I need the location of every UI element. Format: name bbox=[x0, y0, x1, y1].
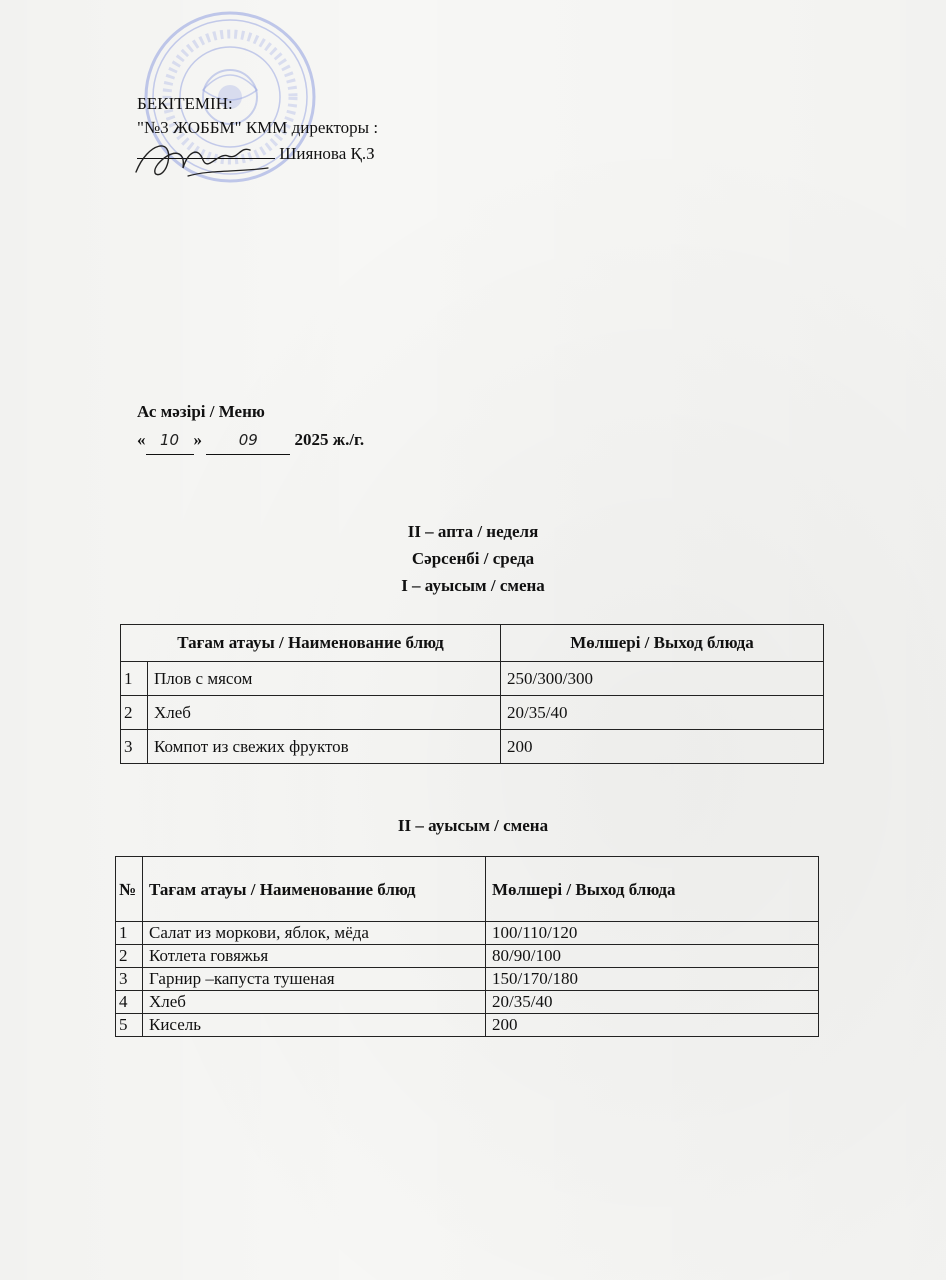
dish-amount: 250/300/300 bbox=[501, 662, 824, 696]
shift1-label: I – ауысым / смена bbox=[401, 576, 545, 595]
table-row bbox=[116, 1014, 819, 1037]
date-open-quote: « bbox=[137, 430, 146, 449]
row-number: 2 bbox=[121, 696, 148, 730]
menu-title: Ас мәзірі / Меню bbox=[137, 402, 265, 421]
shift2-label: II – ауысым / смена bbox=[397, 816, 549, 835]
date-month: 09 bbox=[206, 426, 290, 455]
table-row bbox=[121, 696, 824, 730]
table-row bbox=[121, 730, 824, 764]
date-day: 10 bbox=[146, 426, 194, 455]
table-header-row bbox=[116, 857, 819, 922]
shift1-menu-table bbox=[120, 624, 824, 764]
date-year: 2025 ж./г. bbox=[294, 430, 365, 449]
director-name: Шиянова Қ.З bbox=[279, 144, 375, 163]
dish-name: Гарнир –капуста тушеная bbox=[143, 968, 486, 991]
row-number: 1 bbox=[116, 922, 143, 945]
dish-name-header: Тағам атауы / Наименование блюд bbox=[121, 625, 501, 662]
dish-name: Кисель bbox=[143, 1014, 486, 1037]
schedule-block bbox=[0, 518, 946, 599]
shift2-menu-table bbox=[115, 856, 819, 1037]
dish-amount: 150/170/180 bbox=[486, 968, 819, 991]
table-row bbox=[116, 922, 819, 945]
table-row bbox=[116, 968, 819, 991]
day-label: Сәрсенбі / среда bbox=[411, 549, 535, 568]
dish-amount-header: Мөлшері / Выход блюда bbox=[486, 857, 819, 922]
dish-name-header: Тағам атауы / Наименование блюд bbox=[143, 857, 486, 922]
row-number: 1 bbox=[121, 662, 148, 696]
dish-amount: 20/35/40 bbox=[501, 696, 824, 730]
dish-amount: 80/90/100 bbox=[486, 945, 819, 968]
table-row bbox=[116, 991, 819, 1014]
dish-name: Плов с мясом bbox=[148, 662, 501, 696]
dish-name: Котлета говяжья bbox=[143, 945, 486, 968]
menu-date bbox=[137, 426, 364, 455]
dish-name: Хлеб bbox=[148, 696, 501, 730]
signature-icon bbox=[128, 132, 278, 184]
dish-name: Хлеб bbox=[143, 991, 486, 1014]
approval-position: "№3 ЖОББМ" КММ директоры : bbox=[137, 118, 379, 137]
table-row bbox=[121, 662, 824, 696]
dish-name: Салат из моркови, яблок, мёда bbox=[143, 922, 486, 945]
row-number: 2 bbox=[116, 945, 143, 968]
dish-amount: 100/110/120 bbox=[486, 922, 819, 945]
date-close-quote: » bbox=[193, 430, 202, 449]
week-label: II – апта / неделя bbox=[407, 522, 539, 541]
row-number: 4 bbox=[116, 991, 143, 1014]
row-number: 5 bbox=[116, 1014, 143, 1037]
dish-name: Компот из свежих фруктов bbox=[148, 730, 501, 764]
number-header: № bbox=[116, 857, 143, 922]
dish-amount: 200 bbox=[501, 730, 824, 764]
dish-amount-header: Мөлшері / Выход блюда bbox=[501, 625, 824, 662]
table-header-row bbox=[121, 625, 824, 662]
table-row bbox=[116, 945, 819, 968]
menu-heading-block bbox=[137, 398, 364, 455]
dish-amount: 20/35/40 bbox=[486, 991, 819, 1014]
row-number: 3 bbox=[116, 968, 143, 991]
approval-heading: БЕКІТЕМІН: bbox=[137, 94, 233, 113]
row-number: 3 bbox=[121, 730, 148, 764]
dish-amount: 200 bbox=[486, 1014, 819, 1037]
